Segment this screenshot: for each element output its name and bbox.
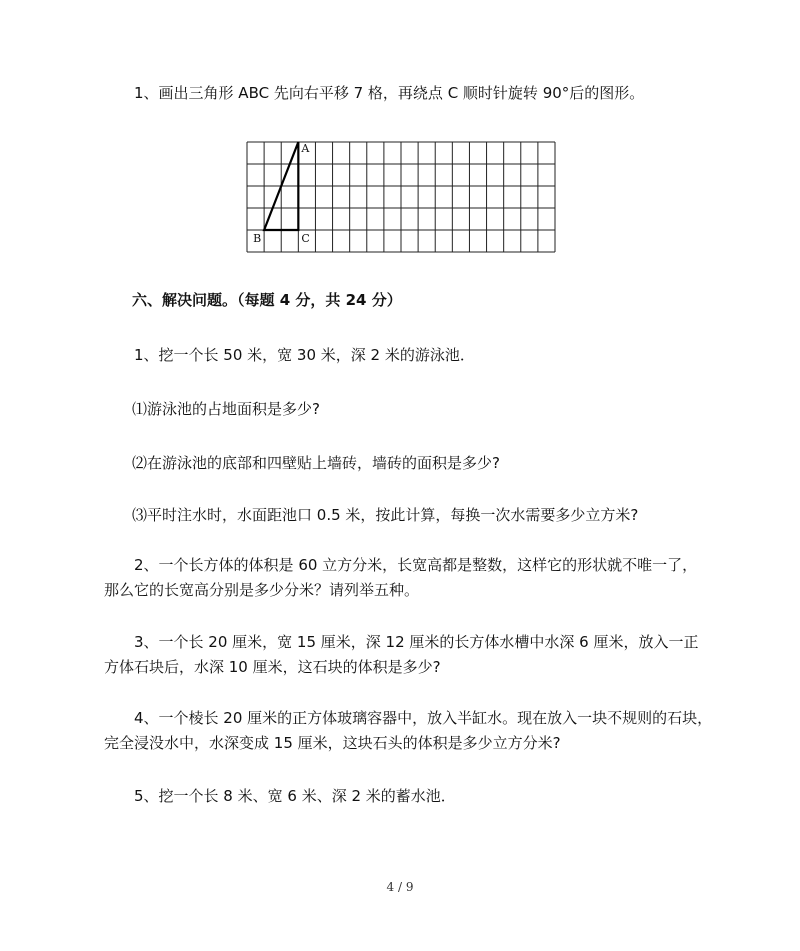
label-a: A xyxy=(301,142,310,155)
label-c: C xyxy=(301,232,310,245)
question-1-part-2: ⑵在游泳池的底部和四壁贴上墙砖，墙砖的面积是多少? xyxy=(132,454,500,472)
question-2-line-2: 那么它的长宽高分别是多少分米？请列举五种。 xyxy=(104,581,420,599)
question-2-line-1: 2、一个长方体的体积是 60 立方分米，长宽高都是整数，这样它的形状就不唯一了， xyxy=(134,556,698,574)
question-transform: 1、画出三角形 ABC 先向右平移 7 格，再绕点 C 顺时针旋转 90°后的图形。 xyxy=(134,84,645,102)
section-six-title: 六、解决问题。（每题 4 分，共 24 分） xyxy=(132,291,402,309)
question-1: 1、挖一个长 50 米，宽 30 米，深 2 米的游泳池． xyxy=(134,346,475,364)
grid-figure xyxy=(246,141,556,253)
question-5: 5、挖一个长 8 米、宽 6 米、深 2 米的蓄水池． xyxy=(134,787,456,805)
question-1-part-3: ⑶平时注水时，水面距池口 0.5 米，按此计算，每换一次水需要多少立方米? xyxy=(132,506,639,524)
question-3-line-1: 3、一个长 20 厘米，宽 15 厘米，深 12 厘米的长方体水槽中水深 6 厘米，放入一正 xyxy=(134,633,699,651)
grid-svg xyxy=(246,141,556,253)
question-1-part-1: ⑴游泳池的占地面积是多少? xyxy=(132,400,320,418)
page-number: 4 / 9 xyxy=(386,880,414,894)
question-3-line-2: 方体石块后，水深 10 厘米，这石块的体积是多少? xyxy=(104,658,441,676)
question-4-line-2: 完全浸没水中，水深变成 15 厘米，这块石头的体积是多少立方分米? xyxy=(104,734,561,752)
label-b: B xyxy=(253,232,262,245)
question-4-line-1: 4、一个棱长 20 厘米的正方体玻璃容器中，放入半缸水。现在放入一块不规则的石块， xyxy=(134,709,713,727)
